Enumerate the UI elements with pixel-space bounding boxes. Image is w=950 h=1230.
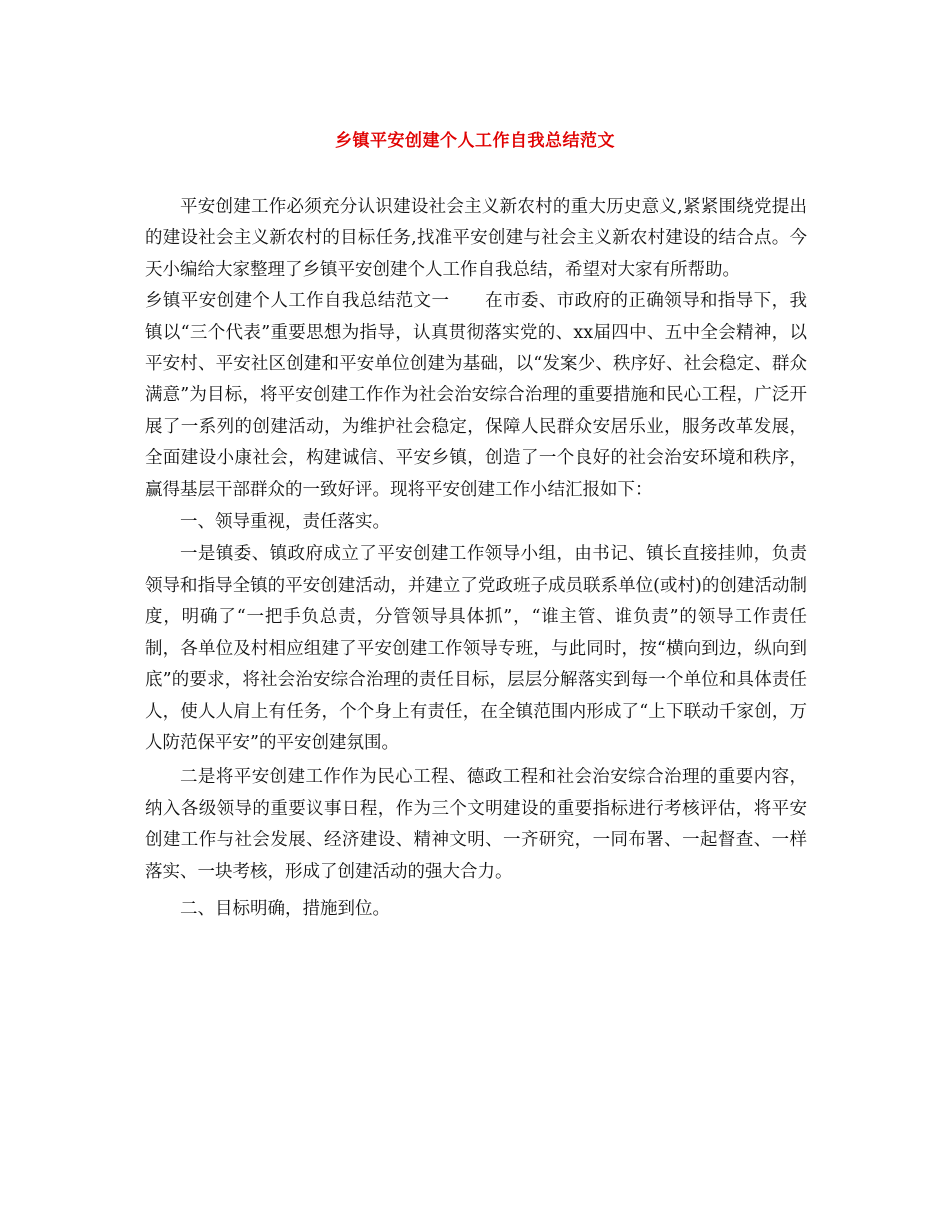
heading-leadership: 一、领导重视，责任落实。 xyxy=(180,512,390,533)
paragraph-point-two: 二是将平安创建工作作为民心工程、德政工程和社会治安综合治理的重要内容，纳入各级领导的重要议事日程，作为三个文明建设的重要指标进行考核评估，将平安创建工作与社会发展、经济建设、精神文明、一齐研究，一同布署、一起督查、一样落实、一块考核，形成了创建活动的强大合力。 xyxy=(145,767,807,882)
paragraph-intro: 平安创建工作必须充分认识建设社会主义新农村的重大历史意义,紧紧围绕党提出的建设社会主义新农村的目标任务,找准平安创建与社会主义新农村建设的结合点。今天小编给大家整理了乡镇平安创建个人工作自我总结，希望对大家有所帮助。 xyxy=(145,197,807,280)
paragraph-point-one: 一是镇委、镇政府成立了平安创建工作领导小组，由书记、镇长直接挂帅，负责领导和指导全镇的平安创建活动，并建立了党政班子成员联系单位(或村)的创建活动制度，明确了“一把手负总责，分管领导具体抓”，“谁主管、谁负责”的领导工作责任制，各单位及村相应组建了平安创建工作领导专班，与此同时，按“横向到边，纵向到底”的要求，将社会治安综合治理的责任目标，层层分解落实到每一个单位和具体责任人，使人人肩上有任务，个个身上有责任，在全镇范围内形成了“上下联动千家创，万人防范保平安”的平安创建氛围。 xyxy=(145,544,807,753)
document-body xyxy=(145,192,807,925)
document-title: 乡镇平安创建个人工作自我总结范文 xyxy=(335,131,615,151)
heading-targets: 二、目标明确，措施到位。 xyxy=(180,898,390,919)
paragraph-section-one-opening: 乡镇平安创建个人工作自我总结范文一 在市委、市政府的正确领导和指导下，我镇以“三个代表”重要思想为指导，认真贯彻落实党的、xx届四中、五中全会精神，以平安村、平安社区创建和平安单位创建为基础，以“发案少、秩序好、社会稳定、群众满意”为目标，将平安创建工作作为社会治安综合治理的重要措施和民心工程，广泛开展了一系列的创建活动，为维护社会稳定，保障人民群众安居乐业，服务改革发展，全面建设小康社会，构建诚信、平安乡镇，创造了一个良好的社会治安环境和秩序，赢得基层干部群众的一致好评。现将平安创建工作小结汇报如下： xyxy=(145,291,807,500)
